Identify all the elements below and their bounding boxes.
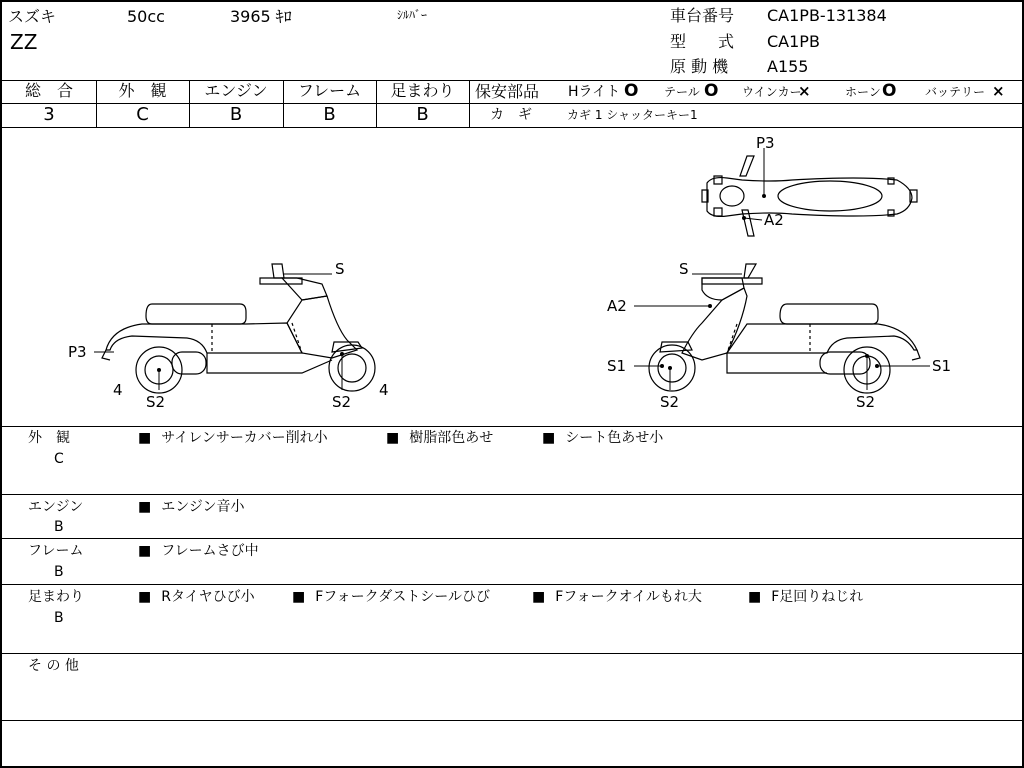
divider [2,653,1024,654]
divider [469,80,470,127]
winker-mark: × [798,82,811,100]
mileage: 3965 ｷﾛ [230,7,292,26]
label-right-s1a: S1 [607,357,627,375]
divider [2,584,1024,585]
remarks-frame-label: フレーム [28,543,84,559]
frame-rating-label: フレーム [297,81,362,100]
frame-no: CA1PB-131384 [767,6,887,25]
remark-item: ■ Fフォークダストシールひび [292,590,490,604]
label-left-p3: P3 [68,343,87,361]
model-name: ZZ [10,30,38,54]
engine-grade: B [229,104,243,125]
safety-item-winker: ウインカー [742,85,802,99]
overall-label: 総 合 [24,81,73,100]
right-side-scooter [649,264,920,393]
divider [2,720,1024,721]
label-left-s2b: S2 [332,393,352,411]
remark-item: ■ シート色あせ小 [542,431,663,445]
label-right-s: S [679,260,689,278]
remarks-other-label: そ の 他 [28,658,79,674]
top-view-scooter [702,156,917,236]
exterior-grade: C [136,104,149,125]
suspension-grade: B [416,104,429,125]
key-label: カ ギ [490,107,532,123]
label-left-s: S [335,260,345,278]
engine-label: 原 動 機 [670,57,729,76]
remark-item: ■ Rタイヤひび小 [138,590,255,604]
battery-mark: × [992,82,1005,100]
label-left-4b: 4 [379,381,389,399]
label-right-s2a: S2 [660,393,680,411]
exterior-label: 外 観 [118,81,167,100]
engine-value: A155 [767,57,809,76]
safety-item-horn: ホーン [845,85,881,99]
remark-item: ■ F足回りねじれ [748,590,863,604]
safety-item-battery: バッテリー [925,85,986,99]
remarks-frame-grade: B [54,564,64,580]
overall-score: 3 [43,104,55,125]
remark-item: ■ Fフォークオイルもれ大 [532,590,702,604]
label-right-s2b: S2 [856,393,876,411]
remarks-engine-label: エンジン [28,499,84,515]
damage-diagram [2,128,1022,426]
label-top-a2: A2 [764,211,784,229]
suspension-rating-label: 足まわり [390,81,455,100]
remarks-suspension-label: 足まわり [28,589,84,605]
remarks-exterior-label: 外 観 [28,430,70,446]
remarks-engine-grade: B [54,519,64,535]
displacement: 50cc [127,7,165,26]
left-side-scooter [102,264,375,393]
frame-grade: B [323,104,336,125]
headlight-mark: O [624,81,639,101]
divider [470,103,1024,104]
type-label: 型 式 [670,32,735,51]
key-value: カギ 1 シャッターキー1 [567,108,698,122]
engine-rating-label: エンジン [204,81,268,100]
divider [2,494,1024,495]
remark-item: ■ 樹脂部色あせ [386,431,493,445]
horn-mark: O [882,81,897,101]
maker-name: スズキ [8,7,57,26]
label-left-4a: 4 [113,381,123,399]
remarks-suspension-grade: B [54,610,64,626]
label-left-s2a: S2 [146,393,166,411]
label-right-a2: A2 [607,297,627,315]
divider [2,426,1024,427]
safety-item-tail: テール [664,85,700,99]
remark-item: ■ サイレンサーカバー削れ小 [138,431,328,445]
remark-item: ■ エンジン音小 [138,500,245,514]
label-right-s1b: S1 [932,357,952,375]
divider [2,538,1024,539]
safety-item-headlight: Hライト [568,84,621,100]
remark-item: ■ フレームさび中 [138,544,259,558]
label-top-p3: P3 [756,134,775,152]
safety-label: 保安部品 [475,82,540,101]
tail-mark: O [704,81,719,101]
frame-no-label: 車台番号 [670,6,735,25]
remarks-exterior-grade: C [54,451,64,467]
type-value: CA1PB [767,32,820,51]
color: ｼﾙﾊﾞｰ [397,8,428,22]
